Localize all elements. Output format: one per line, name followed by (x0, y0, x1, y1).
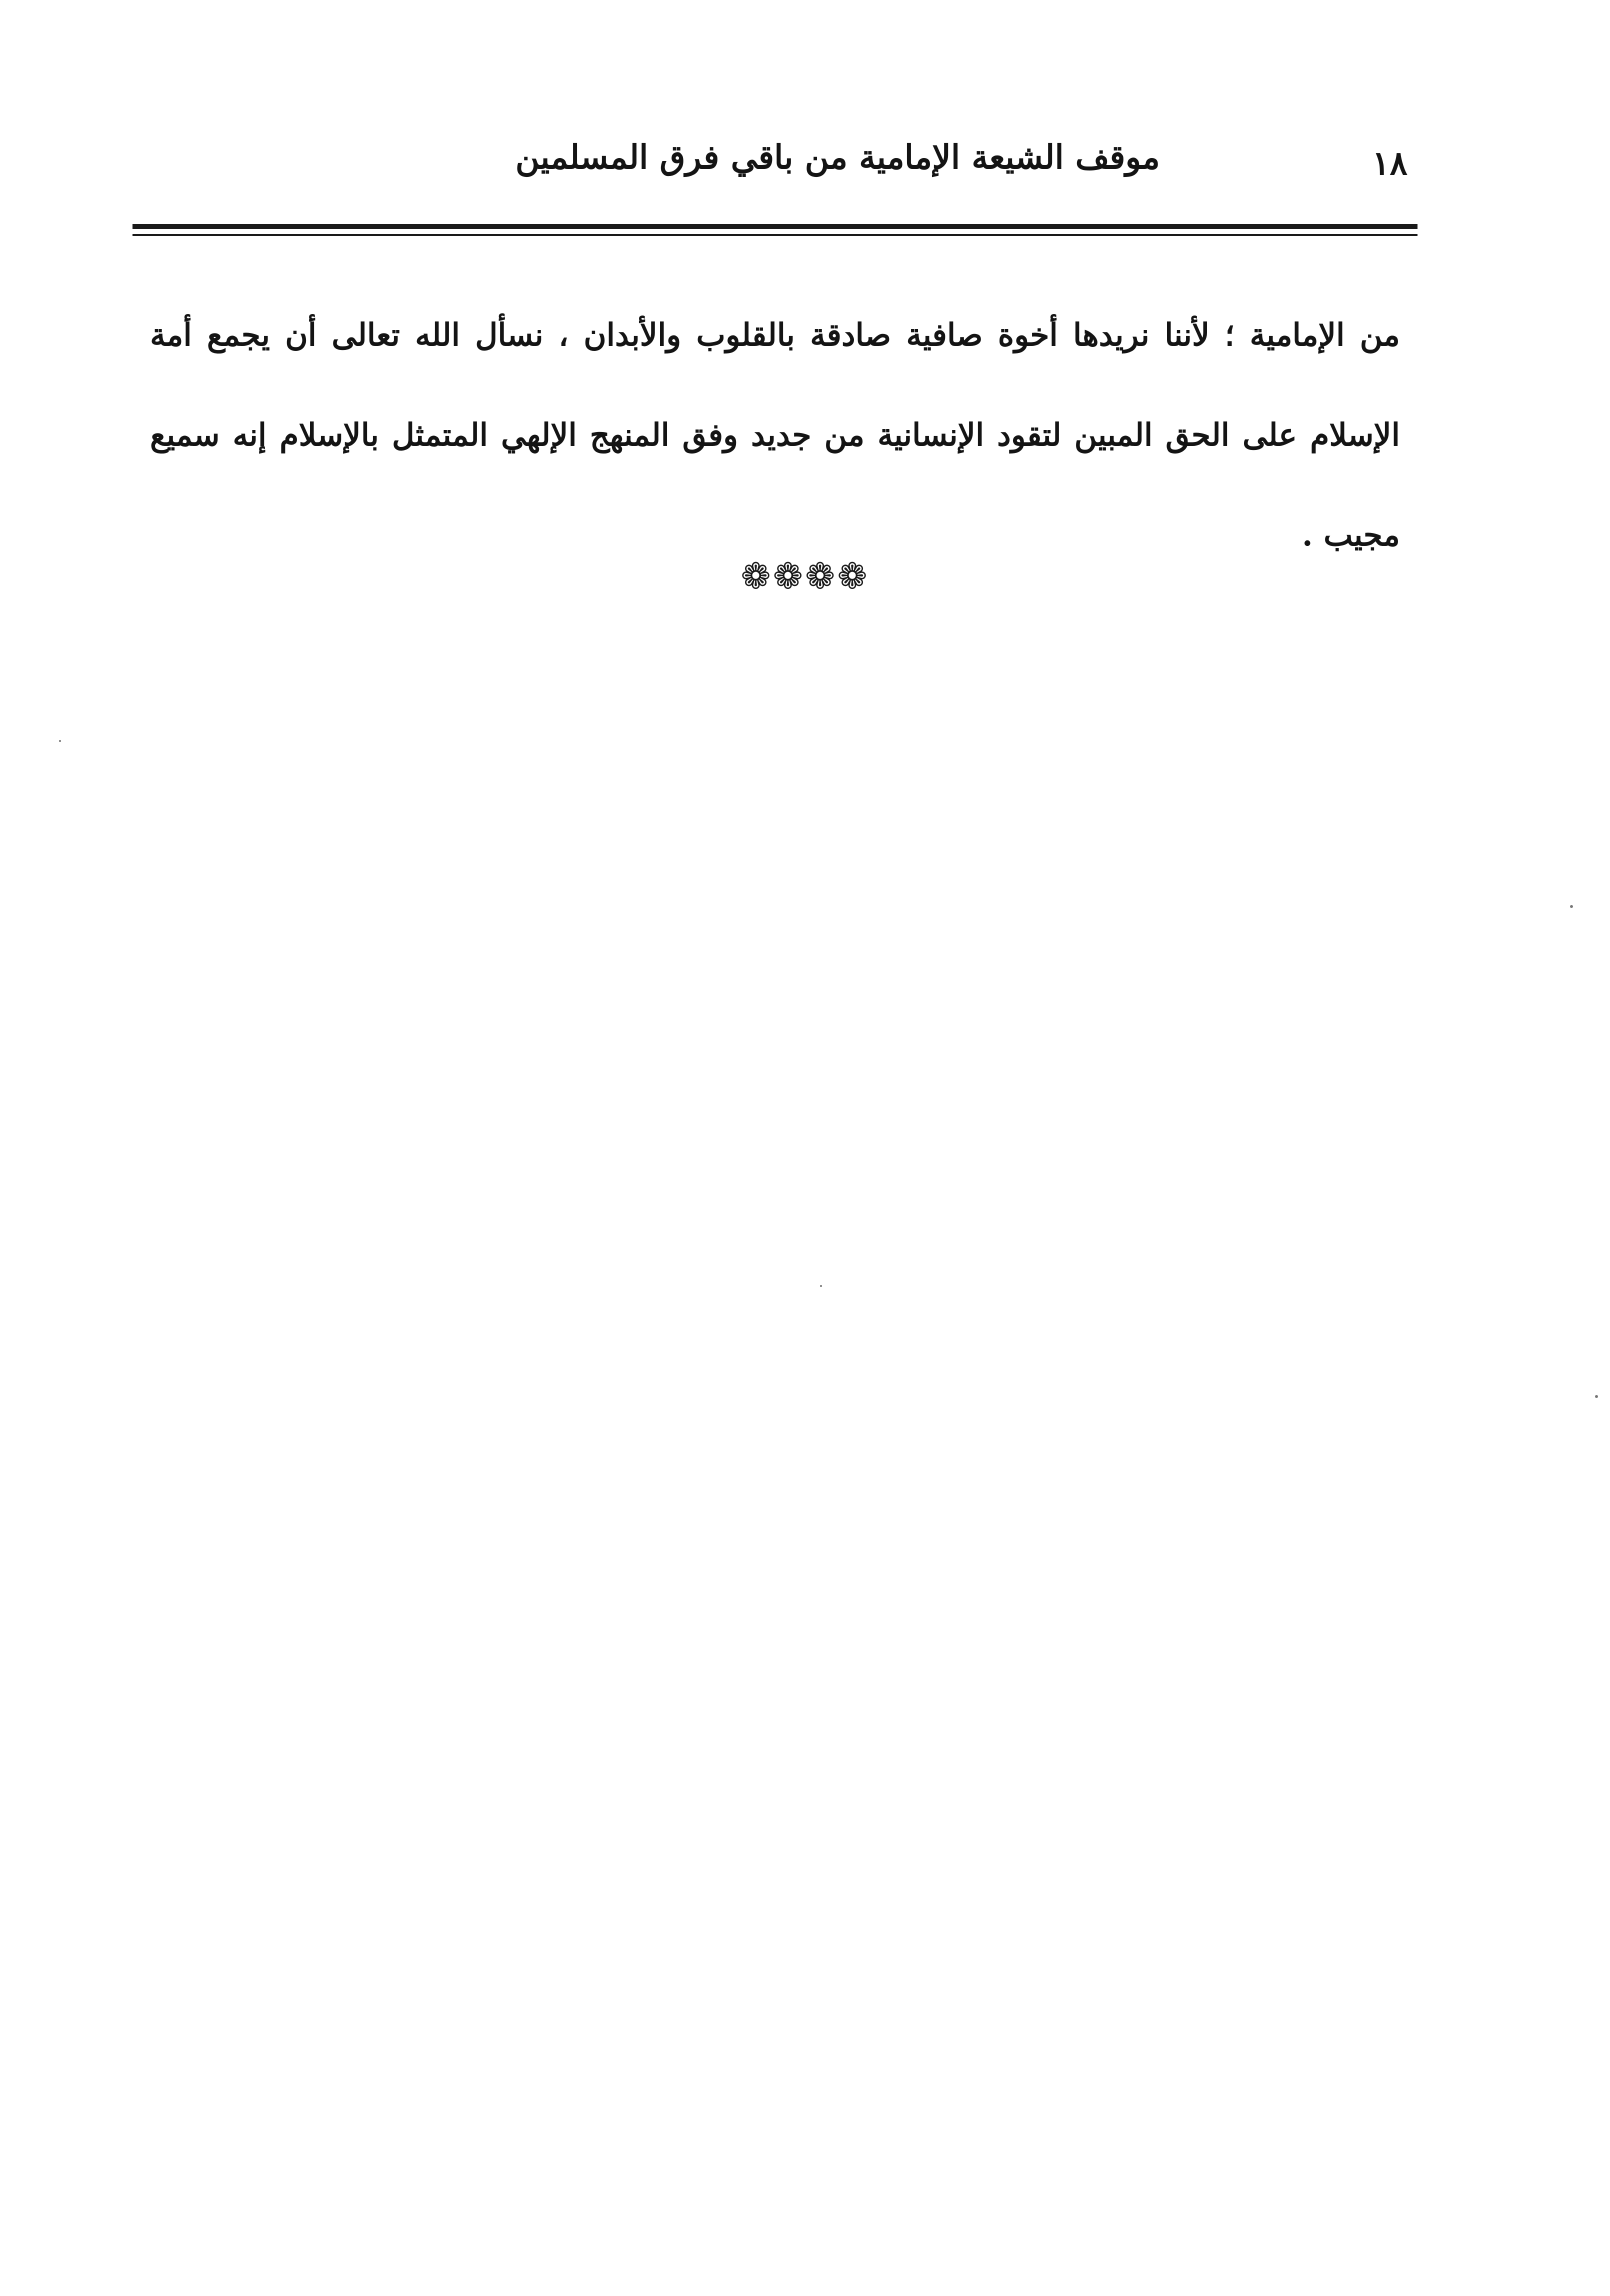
body-paragraph (150, 285, 1400, 585)
body-line-1: من الإمامية ؛ لأننا نريدها أخوة صافية صادقة بالقلوب والأبدان ، نسأل الله تعالى أن يجمع أمة (150, 316, 1400, 353)
header-rule-thin (132, 234, 1418, 236)
scan-speck (820, 1285, 822, 1287)
scan-speck (1570, 905, 1573, 908)
running-header (132, 132, 1418, 192)
body-line-2: الإسلام على الحق المبين لتقود الإنسانية من جديد وفق المنهج الإلهي المتمثل بالإسلام إنه سميع (150, 416, 1400, 453)
header-title: موقف الشيعة الإمامية من باقي فرق المسلمين (515, 138, 1160, 176)
header-rule-thick (132, 224, 1418, 229)
page-number: ١٨ (1372, 144, 1408, 182)
scan-speck (59, 740, 61, 742)
section-end-ornament: ❁❁❁❁ (740, 555, 870, 597)
body-line-3: مجيب . (1302, 516, 1400, 553)
scan-speck (1595, 1395, 1598, 1398)
